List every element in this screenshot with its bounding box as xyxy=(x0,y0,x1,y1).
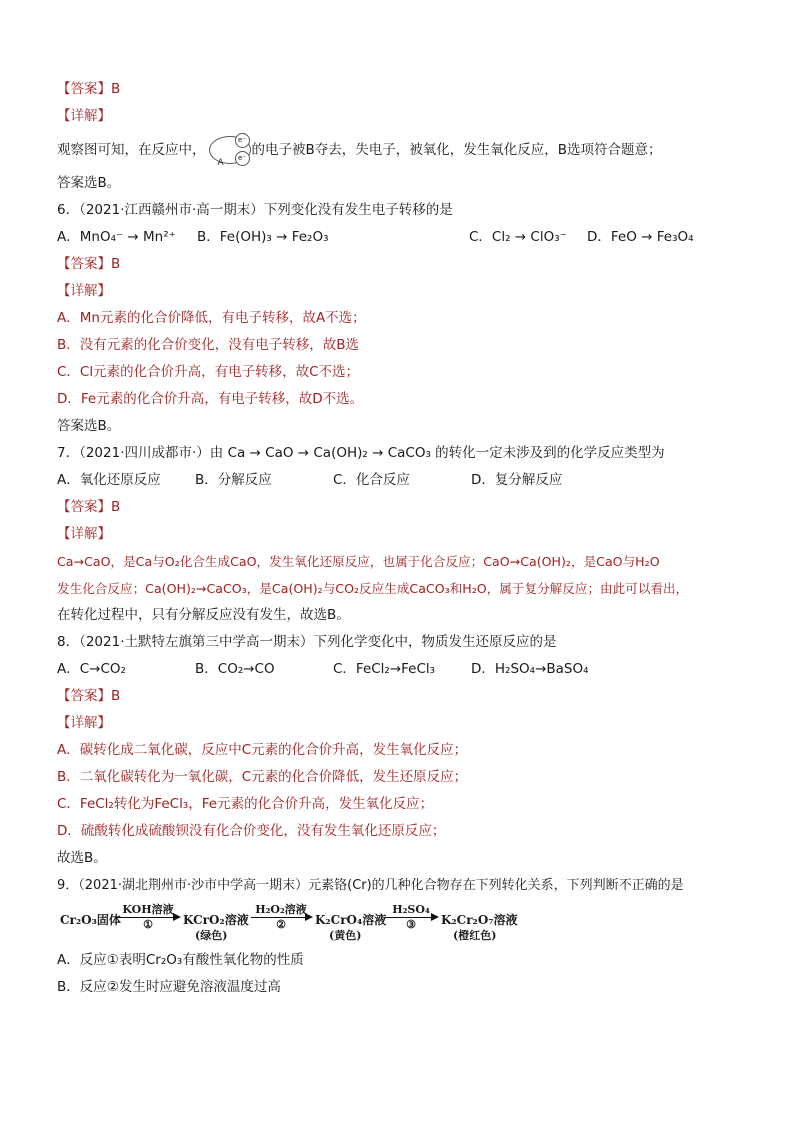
electron-bottom: e⁻ xyxy=(235,151,250,166)
q8-detail-b: B．二氧化碳转化为一氧化碳，C元素的化合价降低，发生还原反应； xyxy=(57,769,468,785)
q7-answer: 【答案】B xyxy=(57,499,121,515)
atom-core-label: A xyxy=(217,158,224,168)
q8-choice-b: B．CO₂→CO xyxy=(195,661,275,677)
arrow-3-line xyxy=(385,917,437,918)
q6-choice-b: B．Fe(OH)₃ → Fe₂O₃ xyxy=(197,229,329,245)
scheme-arrow-2 xyxy=(251,903,311,932)
q8-choice-d: D．H₂SO₄→BaSO₄ xyxy=(471,661,589,677)
q8-conclusion: 故选B。 xyxy=(57,850,107,866)
scheme-arrow-3-step: ③ xyxy=(406,918,416,931)
scheme-node-kcro2: KCrO₂溶液 xyxy=(183,913,249,927)
chromium-conversion-scheme xyxy=(57,903,747,941)
q5-text-before: 观察图可知，在反应中， xyxy=(57,142,206,158)
scheme-node-k2cr2o7: K₂Cr₂O₇溶液 xyxy=(441,913,518,927)
q6-choice-d: D．FeO → Fe₃O₄ xyxy=(587,229,694,245)
scheme-note-orange-red: (橙红色) xyxy=(453,929,497,942)
q8-detail-label: 【详解】 xyxy=(57,715,111,731)
q8-detail-a: A．碳转化成二氧化碳，反应中C元素的化合价升高，发生氧化反应； xyxy=(57,742,468,758)
q6-stem: 6．（2021·江西赣州市·高一期末）下列变化没有发生电子转移的是 xyxy=(57,202,453,218)
q6-choice-a: A．MnO₄⁻ → Mn²⁺ xyxy=(57,229,176,245)
scheme-arrow-3-reagent: H₂SO₄ xyxy=(392,903,430,916)
q8-choice-c: C．FeCl₂→FeCl₃ xyxy=(333,661,436,677)
scheme-arrow-2-step: ② xyxy=(276,918,286,931)
q8-stem: 8．（2021·土默特左旗第三中学高一期末）下列化学变化中，物质发生还原反应的是 xyxy=(57,634,557,650)
scheme-arrow-1-reagent: KOH溶液 xyxy=(122,903,174,916)
scheme-node-cr2o3: Cr₂O₃固体 xyxy=(60,913,121,927)
q7-detail-2: 发生化合反应；Ca(OH)₂→CaCO₃，是Ca(OH)₂与CO₂反应生成CaCO₃和H₂O，属于复分解反应；由此可以看出， xyxy=(57,581,689,596)
q7-choice-b: B．分解反应 xyxy=(195,472,272,488)
q6-conclusion: 答案选B。 xyxy=(57,418,121,434)
q7-detail-1: Ca→CaO，是Ca与O₂化合生成CaO，发生氧化还原反应，也属于化合反应；CaO→Ca(OH)₂，是CaO与H₂O xyxy=(57,554,660,569)
q6-detail-c: C．Cl元素的化合价升高，有电子转移，故C不选； xyxy=(57,364,360,380)
q6-detail-d: D．Fe元素的化合价升高，有电子转移，故D不选。 xyxy=(57,391,364,407)
q8-choice-a: A．C→CO₂ xyxy=(57,661,126,677)
q9-stem: 9．（2021·湖北荆州市·沙市中学高一期末）元素铬(Cr)的几种化合物存在下列转化关系，下列判断不正确的是 xyxy=(57,878,684,893)
q7-detail-label: 【详解】 xyxy=(57,526,111,542)
q6-detail-a: A．Mn元素的化合价降低，有电子转移，故A不选； xyxy=(57,310,366,326)
q8-detail-c: C．FeCl₂转化为FeCl₃，Fe元素的化合价升高，发生氧化反应； xyxy=(57,796,434,812)
q7-choice-c: C．化合反应 xyxy=(333,472,410,488)
q8-detail-d: D．硫酸转化成硫酸钡没有化合价变化，没有发生氧化还原反应； xyxy=(57,823,446,839)
scheme-arrow-2-reagent: H₂O₂溶液 xyxy=(255,903,307,916)
q7-detail-3: 在转化过程中，只有分解反应没有发生，故选B。 xyxy=(57,607,350,623)
arrow-1-line xyxy=(117,917,179,918)
q9-choice-b: B．反应②发生时应避免溶液温度过高 xyxy=(57,979,281,995)
q8-answer: 【答案】B xyxy=(57,688,121,704)
q6-answer: 【答案】B xyxy=(57,256,121,272)
electron-top: e⁻ xyxy=(235,133,250,148)
arrow-2-line xyxy=(251,917,311,918)
q5-detail-line xyxy=(57,130,747,170)
q7-choice-d: D．复分解反应 xyxy=(471,472,563,488)
q5-detail-label: 【详解】 xyxy=(57,108,111,124)
q9-choice-a: A．反应①表明Cr₂O₃有酸性氧化物的性质 xyxy=(57,952,304,968)
scheme-arrow-1-step: ① xyxy=(143,918,153,931)
document-page xyxy=(57,76,747,1001)
q6-detail-b: B．没有元素的化合价变化，没有电子转移，故B选 xyxy=(57,337,360,353)
q5-conclusion: 答案选B。 xyxy=(57,175,121,191)
q7-choice-a: A．氧化还原反应 xyxy=(57,472,161,488)
scheme-note-yellow: (黄色) xyxy=(329,929,362,942)
scheme-arrow-3 xyxy=(385,903,437,932)
q8-choices xyxy=(57,656,747,683)
atom-diagram xyxy=(208,133,250,167)
q7-choices xyxy=(57,467,747,494)
q7-stem: 7．（2021·四川成都市·）由 Ca → CaO → Ca(OH)₂ → CaCO₃ 的转化一定未涉及到的化学反应类型为 xyxy=(57,445,665,461)
q6-detail-label: 【详解】 xyxy=(57,283,111,299)
scheme-note-green: (绿色) xyxy=(195,929,228,942)
scheme-arrow-1 xyxy=(117,903,179,932)
q6-choice-c: C．Cl₂ → ClO₃⁻ xyxy=(469,229,567,245)
q5-text-after: 的电子被B夺去，失电子，被氧化，发生氧化反应，B选项符合题意； xyxy=(251,142,662,158)
scheme-node-k2cro4: K₂CrO₄溶液 xyxy=(315,913,387,927)
q5-answer: 【答案】B xyxy=(57,81,121,97)
q6-choices xyxy=(57,224,747,251)
